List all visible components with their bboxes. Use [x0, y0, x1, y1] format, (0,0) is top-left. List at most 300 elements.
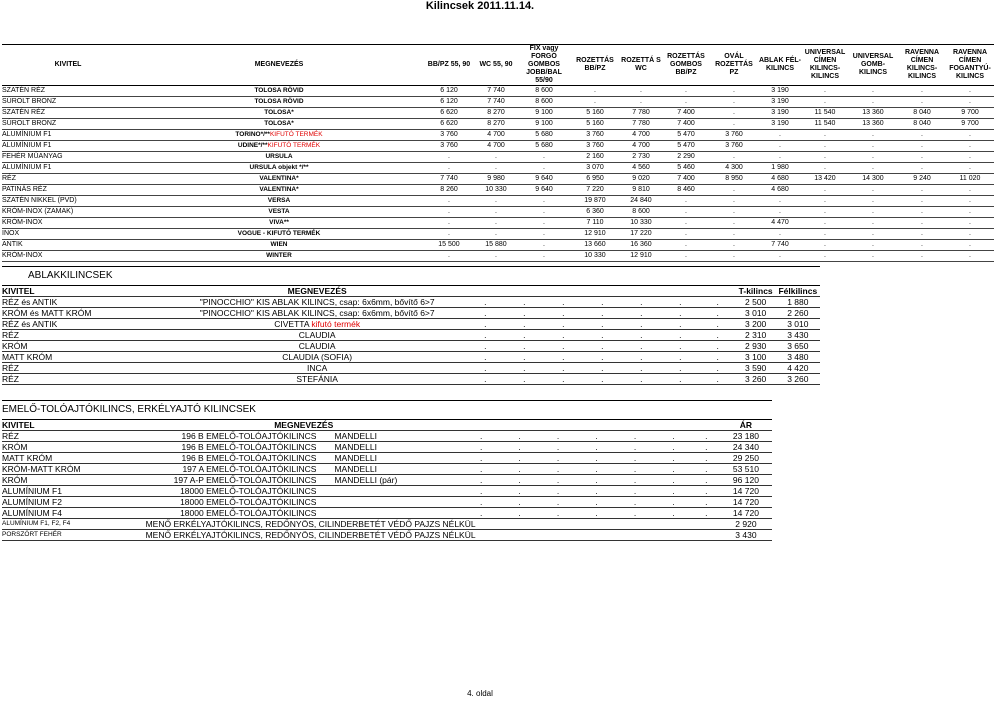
product-name-cell: 196 B EMELŐ-TOLÓAJTÓKILINCS — [146, 453, 323, 464]
product-name: INCA — [307, 363, 328, 373]
price-cell: . — [570, 86, 620, 97]
price-cell: 7 400 — [662, 174, 710, 185]
price-cell: . — [710, 152, 758, 163]
price-cell: 2 920 — [720, 519, 772, 530]
brand-cell: MANDELLI — [322, 464, 461, 475]
dot-cell: . — [583, 363, 622, 374]
product-name-cell — [134, 174, 424, 185]
dot-cell: . — [505, 297, 544, 308]
price-cell: . — [620, 86, 662, 97]
price-cell: 9 020 — [620, 174, 662, 185]
price-cell: 23 180 — [720, 431, 772, 442]
dot-cell: . — [466, 308, 505, 319]
product-name: TOLOSA RÖVID — [254, 87, 304, 94]
price-cell: 5 680 — [518, 130, 570, 141]
f-price-cell: 1 880 — [776, 297, 820, 308]
dot-cell: . — [539, 475, 577, 486]
kivitel-cell: RÉZ — [2, 374, 169, 385]
kivitel-cell: ALUMÍNIUM F4 — [2, 508, 146, 519]
product-name-cell: 18000 EMELŐ-TOLÓAJTÓKILINCS — [146, 497, 323, 508]
table-row — [2, 519, 772, 530]
price-cell: . — [802, 86, 848, 97]
t-price-cell: 3 100 — [736, 352, 776, 363]
price-cell: . — [518, 229, 570, 240]
dot-cell: . — [462, 464, 500, 475]
price-cell: . — [802, 229, 848, 240]
dot-cell: . — [583, 330, 622, 341]
price-cell: 4 700 — [620, 141, 662, 152]
f-price-cell: 3 430 — [776, 330, 820, 341]
price-cell: . — [710, 229, 758, 240]
product-name-cell — [169, 319, 466, 330]
kivitel-cell: KRÓM-MATT KRÓM — [2, 464, 146, 475]
price-cell: 6 950 — [570, 174, 620, 185]
t-price-cell: 2 500 — [736, 297, 776, 308]
dot-cell: . — [577, 497, 615, 508]
dot-cell: . — [505, 341, 544, 352]
dot-cell: . — [616, 442, 654, 453]
price-cell: 4 300 — [710, 163, 758, 174]
price-cell: 5 460 — [662, 163, 710, 174]
dot-cell: . — [539, 508, 577, 519]
price-cell: . — [710, 218, 758, 229]
kivitel-cell: ALUMÍNIUM F1 — [2, 141, 134, 152]
product-name-cell — [169, 330, 466, 341]
product-name: WIEN — [270, 241, 288, 248]
table-row — [2, 207, 994, 218]
price-cell: . — [946, 130, 994, 141]
price-cell: 3 190 — [758, 86, 802, 97]
price-cell: 4 700 — [474, 130, 518, 141]
main-header-cell: OVÁL ROZETTÁS PZ — [710, 45, 758, 86]
table-row — [2, 97, 994, 108]
price-cell: 8 040 — [898, 108, 946, 119]
price-cell: . — [710, 108, 758, 119]
price-cell: . — [848, 240, 898, 251]
price-cell: . — [898, 207, 946, 218]
price-cell: . — [848, 152, 898, 163]
price-cell: . — [662, 229, 710, 240]
price-cell: 8 270 — [474, 108, 518, 119]
price-cell: 16 360 — [620, 240, 662, 251]
product-name: TORINO*/** — [235, 131, 270, 138]
dot-cell: . — [693, 508, 720, 519]
table-row — [2, 442, 772, 453]
dot-cell: . — [462, 475, 500, 486]
ablak-table — [2, 286, 820, 385]
emelo-header-ar: ÁR — [720, 420, 772, 431]
product-name-cell — [134, 97, 424, 108]
kivitel-cell: ALUMÍNIUM F2 — [2, 497, 146, 508]
brand-cell — [322, 486, 461, 497]
product-name-cell — [169, 308, 466, 319]
ablak-title: ABLAKKILINCSEK — [2, 266, 820, 286]
dot-cell: . — [654, 508, 692, 519]
dot-cell: . — [700, 330, 736, 341]
price-cell: 14 720 — [720, 508, 772, 519]
f-price-cell: 3 010 — [776, 319, 820, 330]
price-cell: 4 560 — [620, 163, 662, 174]
product-name-cell: 197 A-P EMELŐ-TOLÓAJTÓKILINCS — [146, 475, 323, 486]
price-cell: . — [474, 152, 518, 163]
price-cell: . — [662, 240, 710, 251]
price-cell: 12 910 — [570, 229, 620, 240]
price-cell: 5 160 — [570, 108, 620, 119]
price-cell: . — [662, 218, 710, 229]
dot-cell: . — [505, 330, 544, 341]
t-price-cell: 3 590 — [736, 363, 776, 374]
price-cell: 17 220 — [620, 229, 662, 240]
kivitel-cell: FEHÉR MŰANYAG — [2, 152, 134, 163]
brand-cell: MANDELLI (pár) — [322, 475, 461, 486]
price-cell: 11 540 — [802, 119, 848, 130]
price-cell: . — [802, 97, 848, 108]
product-name: CIVETTA — [274, 319, 312, 329]
kivitel-cell: KRÓM — [2, 475, 146, 486]
price-cell: . — [898, 152, 946, 163]
price-cell: 1 980 — [758, 163, 802, 174]
dot-cell: . — [622, 330, 661, 341]
dot-cell: . — [700, 341, 736, 352]
price-cell: 4 680 — [758, 185, 802, 196]
main-price-table — [2, 44, 994, 262]
emelo-table — [2, 420, 772, 541]
dot-cell: . — [539, 464, 577, 475]
price-cell: 96 120 — [720, 475, 772, 486]
price-cell: 13 420 — [802, 174, 848, 185]
dot-cell: . — [466, 330, 505, 341]
price-cell: 10 330 — [474, 185, 518, 196]
dot-cell: . — [544, 297, 583, 308]
table-row — [2, 185, 994, 196]
dot-cell: . — [544, 319, 583, 330]
price-cell: . — [424, 163, 474, 174]
product-name: VESTA — [268, 208, 290, 215]
dot-cell: . — [539, 497, 577, 508]
dot-cell: . — [505, 352, 544, 363]
dot-cell: . — [544, 308, 583, 319]
price-cell: . — [898, 251, 946, 262]
product-name: VIVA** — [269, 219, 289, 226]
price-cell: 6 120 — [424, 86, 474, 97]
price-cell: 8 600 — [518, 97, 570, 108]
price-cell: . — [898, 141, 946, 152]
price-cell: . — [946, 152, 994, 163]
dot-cell: . — [654, 442, 692, 453]
price-cell: . — [898, 86, 946, 97]
price-cell: 11 540 — [802, 108, 848, 119]
price-cell: . — [848, 185, 898, 196]
price-cell: 3 190 — [758, 97, 802, 108]
dot-cell: . — [693, 486, 720, 497]
t-price-cell: 3 010 — [736, 308, 776, 319]
dot-cell: . — [616, 431, 654, 442]
dot-cell: . — [466, 374, 505, 385]
kivitel-cell: PORSZÓRT FEHÉR — [2, 530, 146, 541]
dot-cell: . — [622, 374, 661, 385]
price-cell: 14 720 — [720, 486, 772, 497]
price-cell: . — [710, 185, 758, 196]
kivitel-cell: INOX — [2, 229, 134, 240]
dot-cell: . — [654, 475, 692, 486]
product-name-cell — [169, 363, 466, 374]
dot-cell: . — [661, 319, 700, 330]
price-cell: . — [424, 229, 474, 240]
kivitel-cell: ALUMÍNIUM F1, F2, F4 — [2, 519, 146, 530]
dot-cell: . — [577, 431, 615, 442]
price-cell: 8 460 — [662, 185, 710, 196]
price-cell: . — [802, 196, 848, 207]
product-name-cell: 196 B EMELŐ-TOLÓAJTÓKILINCS — [146, 431, 323, 442]
price-cell: . — [946, 141, 994, 152]
product-name-cell — [169, 352, 466, 363]
dot-cell: . — [654, 486, 692, 497]
dot-cell: . — [505, 308, 544, 319]
dot-cell: . — [700, 297, 736, 308]
price-cell: 3 760 — [570, 130, 620, 141]
price-cell: 2 160 — [570, 152, 620, 163]
price-cell: . — [946, 97, 994, 108]
dot-cell: . — [505, 363, 544, 374]
price-cell: . — [474, 218, 518, 229]
brand-cell — [322, 508, 461, 519]
price-cell: . — [710, 240, 758, 251]
price-cell: . — [474, 229, 518, 240]
price-cell: 7 740 — [424, 174, 474, 185]
price-cell: . — [802, 141, 848, 152]
price-cell: 3 190 — [758, 119, 802, 130]
price-cell: . — [848, 97, 898, 108]
dot-cell: . — [577, 442, 615, 453]
product-name-cell — [134, 141, 424, 152]
price-cell: . — [946, 185, 994, 196]
price-cell: . — [424, 207, 474, 218]
price-cell: . — [710, 251, 758, 262]
price-cell: 2 290 — [662, 152, 710, 163]
price-cell: . — [758, 141, 802, 152]
price-cell: 15 880 — [474, 240, 518, 251]
kivitel-cell: RÉZ és ANTIK — [2, 319, 169, 330]
dot-cell: . — [622, 319, 661, 330]
price-cell: . — [424, 251, 474, 262]
price-cell: . — [570, 97, 620, 108]
price-cell: . — [848, 130, 898, 141]
price-cell: . — [848, 251, 898, 262]
dot-cell: . — [693, 442, 720, 453]
kivitel-cell: SÚROLT BRONZ — [2, 119, 134, 130]
main-header-cell: MEGNEVEZÉS — [134, 45, 424, 86]
dot-cell: . — [616, 508, 654, 519]
page-title: Kilincsek 2011.11.14. — [425, 0, 535, 12]
discontinued-note: KIFUTÓ TERMÉK — [267, 142, 321, 149]
product-name-cell: 18000 EMELŐ-TOLÓAJTÓKILINCS — [146, 486, 323, 497]
table-row — [2, 374, 820, 385]
price-cell: . — [662, 97, 710, 108]
dot-cell: . — [544, 352, 583, 363]
price-cell: 7 740 — [758, 240, 802, 251]
price-cell: 8 260 — [424, 185, 474, 196]
price-cell: 3 760 — [424, 141, 474, 152]
table-row — [2, 119, 994, 130]
price-cell: 24 340 — [720, 442, 772, 453]
price-cell: . — [518, 152, 570, 163]
f-price-cell: 2 260 — [776, 308, 820, 319]
dot-cell: . — [661, 352, 700, 363]
price-cell: 9 640 — [518, 185, 570, 196]
price-cell: . — [474, 207, 518, 218]
price-cell: 7 400 — [662, 119, 710, 130]
price-cell: . — [662, 251, 710, 262]
ablak-header-kivitel: KIVITEL — [2, 286, 169, 297]
dot-cell: . — [500, 508, 538, 519]
price-cell: 11 020 — [946, 174, 994, 185]
price-cell: . — [474, 251, 518, 262]
kivitel-cell: KRÓM-INOX — [2, 251, 134, 262]
price-cell: 3 760 — [424, 130, 474, 141]
product-name-cell — [134, 185, 424, 196]
kivitel-cell: ALUMÍNIUM F1 — [2, 486, 146, 497]
price-cell: 9 700 — [946, 119, 994, 130]
dot-cell: . — [616, 486, 654, 497]
dot-cell: . — [500, 453, 538, 464]
price-cell: . — [802, 207, 848, 218]
price-cell: 13 360 — [848, 119, 898, 130]
product-name: CLAUDIA — [298, 330, 336, 340]
dot-cell: . — [661, 363, 700, 374]
price-cell: . — [758, 207, 802, 218]
dot-cell: . — [661, 330, 700, 341]
table-row — [2, 251, 994, 262]
table-row — [2, 453, 772, 464]
price-cell: . — [802, 130, 848, 141]
price-cell: 7 400 — [662, 108, 710, 119]
price-cell: . — [802, 240, 848, 251]
product-name-cell — [134, 163, 424, 174]
price-cell: 19 870 — [570, 196, 620, 207]
dot-cell: . — [539, 442, 577, 453]
price-cell: . — [518, 207, 570, 218]
dot-cell: . — [622, 308, 661, 319]
dot-cell: . — [622, 341, 661, 352]
price-cell: . — [946, 86, 994, 97]
product-name: VOGUE - KIFUTÓ TERMÉK — [237, 230, 321, 237]
price-cell: . — [518, 196, 570, 207]
brand-cell — [322, 497, 461, 508]
f-price-cell: 3 260 — [776, 374, 820, 385]
dot-cell: . — [500, 475, 538, 486]
price-cell: 9 640 — [518, 174, 570, 185]
price-cell: . — [710, 119, 758, 130]
table-row — [2, 218, 994, 229]
price-cell: . — [898, 229, 946, 240]
price-cell: . — [620, 97, 662, 108]
price-cell: 9 810 — [620, 185, 662, 196]
price-cell: . — [898, 240, 946, 251]
dot-cell: . — [661, 308, 700, 319]
product-name: VALENTINA* — [259, 186, 299, 193]
price-cell: . — [424, 218, 474, 229]
dot-cell: . — [700, 352, 736, 363]
product-name-cell: 197 A EMELŐ-TOLÓAJTÓKILINCS — [146, 464, 323, 475]
dot-cell: . — [583, 341, 622, 352]
kivitel-cell: RÉZ — [2, 174, 134, 185]
main-header-cell: FIX vagy FORGÓ GOMBOS JOBB/BAL 55/90 — [518, 45, 570, 86]
product-name-cell: 18000 EMELŐ-TOLÓAJTÓKILINCS — [146, 508, 323, 519]
table-row — [2, 308, 820, 319]
dot-cell: . — [462, 442, 500, 453]
dot-cell: . — [577, 486, 615, 497]
brand-cell: MANDELLI — [322, 442, 461, 453]
ablak-header-row — [2, 286, 820, 297]
price-cell: 9 700 — [946, 108, 994, 119]
kivitel-cell: KRÓM — [2, 442, 146, 453]
price-cell: 3 070 — [570, 163, 620, 174]
price-cell: 6 620 — [424, 119, 474, 130]
dot-cell: . — [661, 297, 700, 308]
kivitel-cell: KRÓM és MATT KRÓM — [2, 308, 169, 319]
price-cell: . — [898, 218, 946, 229]
kivitel-cell: KRÓM-INOX (ZAMAK) — [2, 207, 134, 218]
price-cell: . — [802, 152, 848, 163]
t-price-cell: 2 930 — [736, 341, 776, 352]
table-row — [2, 330, 820, 341]
price-cell: . — [848, 218, 898, 229]
product-name-cell — [134, 86, 424, 97]
price-cell: . — [710, 86, 758, 97]
product-name-cell — [134, 207, 424, 218]
emelo-header-name: MEGNEVEZÉS — [146, 420, 462, 431]
t-price-cell: 3 200 — [736, 319, 776, 330]
price-cell: . — [518, 240, 570, 251]
price-cell: . — [710, 207, 758, 218]
table-row — [2, 431, 772, 442]
price-cell: 4 470 — [758, 218, 802, 229]
table-row — [2, 229, 994, 240]
price-cell: 5 470 — [662, 141, 710, 152]
product-name-cell — [134, 152, 424, 163]
dot-cell: . — [544, 374, 583, 385]
price-cell: . — [802, 185, 848, 196]
dot-cell: . — [583, 374, 622, 385]
price-cell: . — [474, 163, 518, 174]
dot-cell: . — [654, 453, 692, 464]
dot-cell: . — [583, 297, 622, 308]
ablak-header-f: Félkilincs — [776, 286, 820, 297]
price-cell: . — [848, 196, 898, 207]
main-header-cell: UNIVERSAL GOMB-KILINCS — [848, 45, 898, 86]
price-cell: . — [898, 185, 946, 196]
table-row — [2, 141, 994, 152]
price-cell: 7 110 — [570, 218, 620, 229]
dot-cell: . — [462, 431, 500, 442]
f-price-cell: 3 480 — [776, 352, 820, 363]
price-cell: 4 700 — [474, 141, 518, 152]
kivitel-cell: ANTIK — [2, 240, 134, 251]
discontinued-note: KIFUTÓ TERMÉK — [269, 131, 323, 138]
price-cell: . — [758, 152, 802, 163]
kivitel-cell: PATINÁS RÉZ — [2, 185, 134, 196]
product-name-cell — [134, 240, 424, 251]
price-cell: . — [946, 229, 994, 240]
product-name: TOLOSA RÖVID — [254, 98, 304, 105]
table-row — [2, 297, 820, 308]
product-name-cell — [134, 108, 424, 119]
kivitel-cell: SZATÉN RÉZ — [2, 108, 134, 119]
main-header-cell: ROZETTÁS BB/PZ — [570, 45, 620, 86]
product-name-cell — [169, 341, 466, 352]
price-cell: . — [710, 196, 758, 207]
emelo-header-kivitel: KIVITEL — [2, 420, 146, 431]
